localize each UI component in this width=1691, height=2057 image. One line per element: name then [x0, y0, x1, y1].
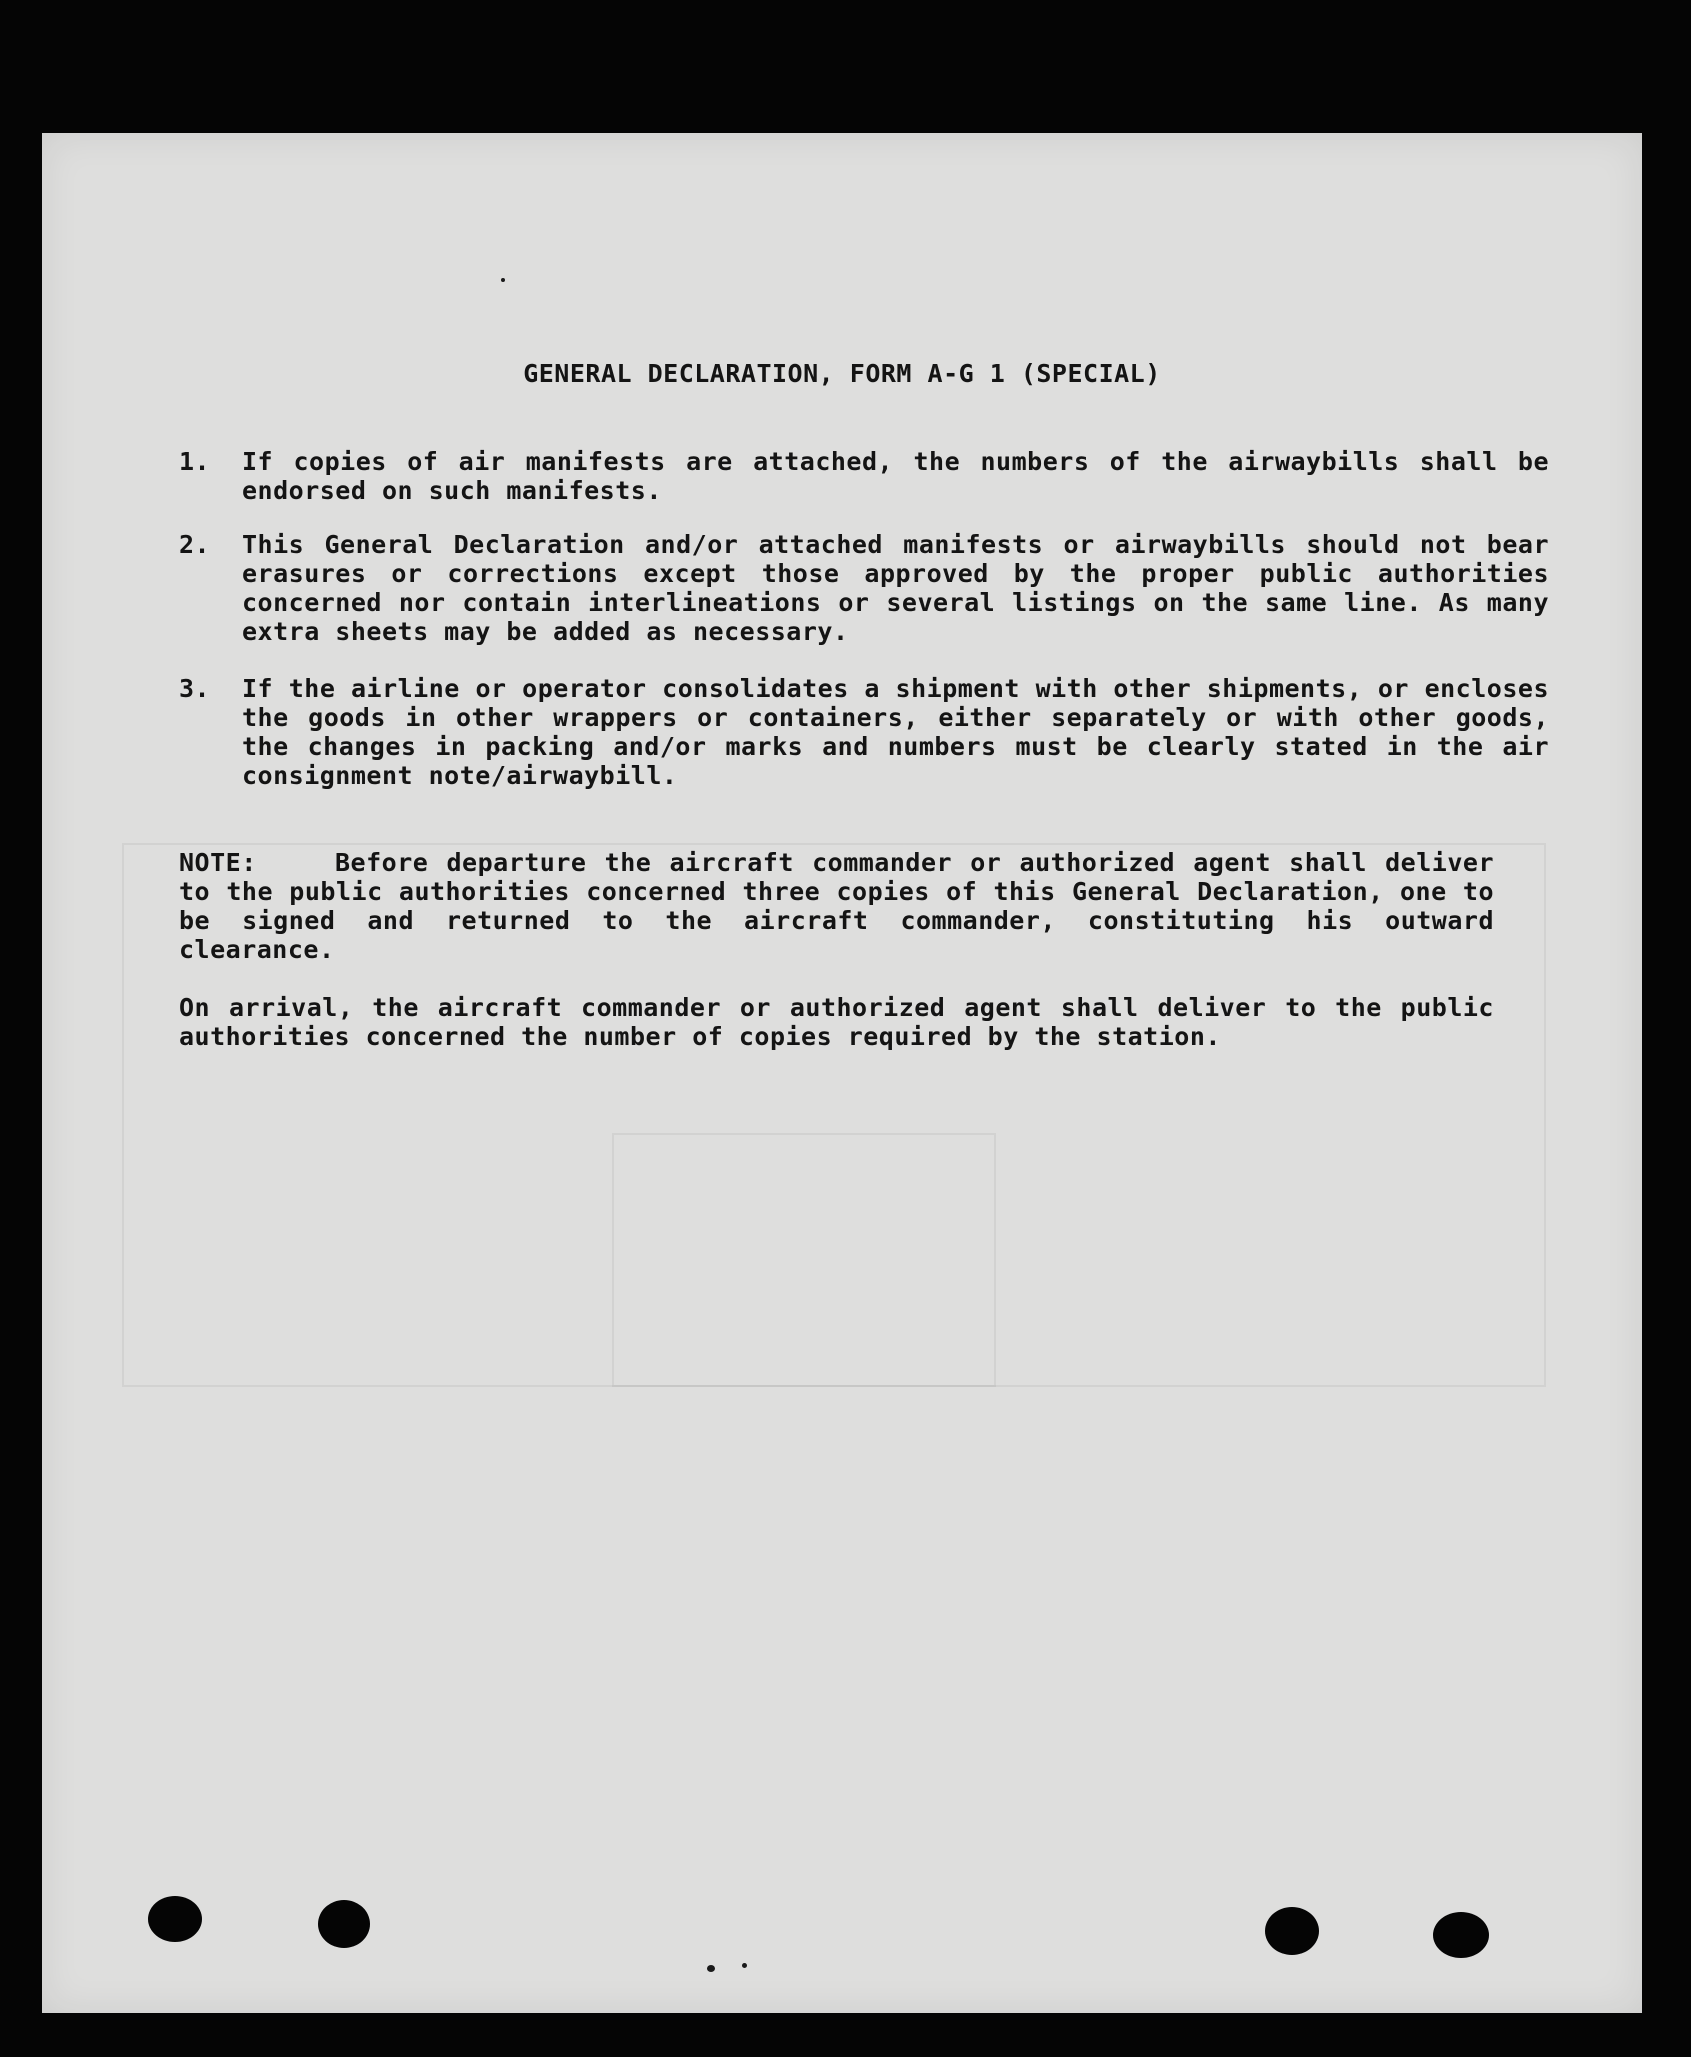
note-label: NOTE:	[179, 848, 257, 877]
note-text: Before departure the aircraft commander or authorized agent shall deliver to the public authorities concerned three copies of this General Declaration, one to be signed and returned to the aircraft commander, constituting his outward clearance.	[179, 848, 1494, 964]
punch-hole	[318, 1900, 370, 1948]
item-text: If the airline or operator consolidates a shipment with other shipments, or encloses the goods in other wrappers or containers, either separately or with other goods, the changes in packing and/or marks and numbers must be clearly stated in the air consignment note/airwaybill.	[242, 674, 1549, 790]
document-page	[42, 133, 1642, 2013]
punch-hole	[1265, 1907, 1319, 1955]
punch-hole	[148, 1896, 202, 1942]
punch-hole	[1433, 1912, 1489, 1958]
speck-mark	[742, 1963, 747, 1968]
page-title: GENERAL DECLARATION, FORM A-G 1 (SPECIAL)	[523, 359, 1161, 388]
list-item	[179, 530, 1549, 646]
speck-mark	[501, 278, 505, 282]
item-text: If copies of air manifests are attached, the numbers of the airwaybills shall be endorsed on such manifests.	[242, 447, 1549, 505]
item-number: 1.	[179, 447, 211, 476]
list-item	[179, 674, 1549, 790]
item-number: 2.	[179, 530, 211, 559]
list-item	[179, 447, 1549, 505]
item-number: 3.	[179, 674, 211, 703]
bleed-through-table-inner	[612, 1133, 996, 1387]
note-paragraph	[179, 848, 1494, 964]
item-text: This General Declaration and/or attached manifests or airwaybills should not bear erasures or corrections except those approved by the proper public authorities concerned nor contain interlineations or several listings on the same line. As many extra sheets may be added as necessary.	[242, 530, 1549, 646]
arrival-paragraph: On arrival, the aircraft commander or authorized agent shall deliver to the public authorities concerned the number of copies required by the station.	[179, 993, 1494, 1051]
speck-mark	[707, 1965, 715, 1972]
